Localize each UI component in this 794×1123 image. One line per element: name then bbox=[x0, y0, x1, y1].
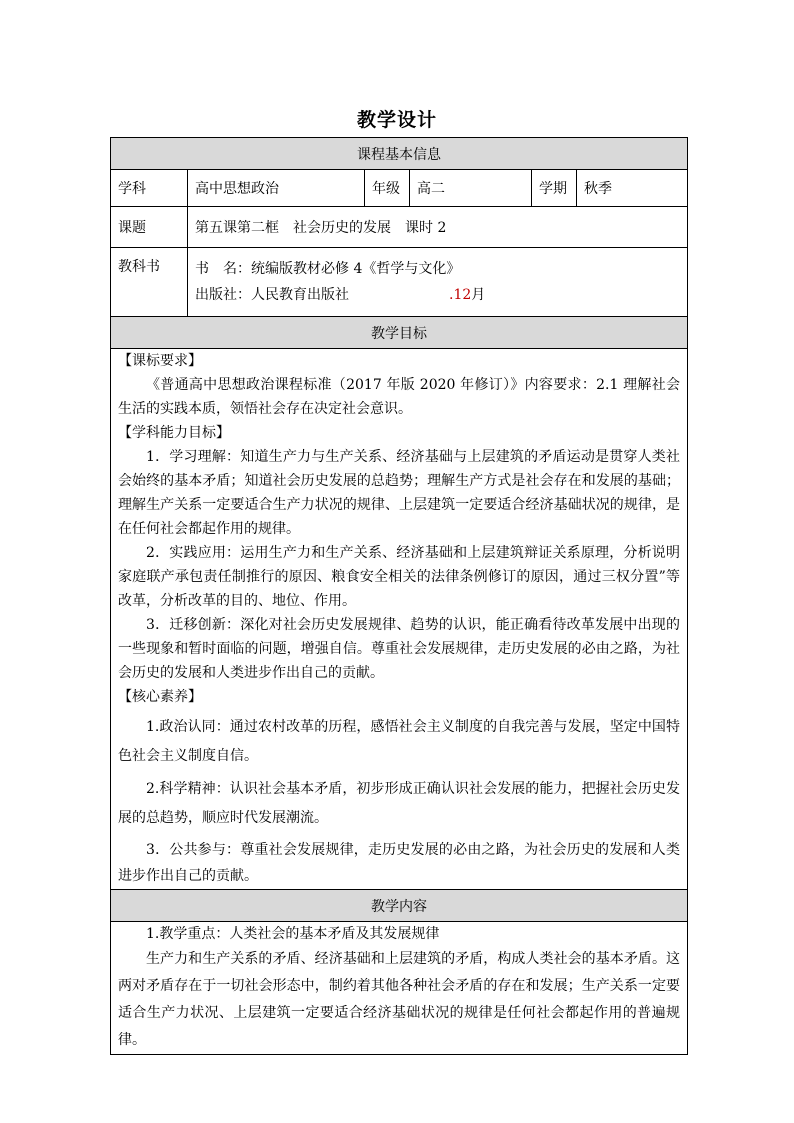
publisher-date: .12 bbox=[449, 287, 472, 303]
term-value: 秋季 bbox=[577, 170, 688, 207]
textbook-info bbox=[188, 248, 688, 317]
content-row bbox=[111, 922, 688, 1055]
term-label: 学期 bbox=[532, 170, 577, 207]
core-item-1: 1.政治认同：通过农村改革的历程，感悟社会主义制度的自我完善与发展，坚定中国特色社会主义制度自信。 bbox=[118, 719, 680, 764]
ability-item-1: 1．学习理解：知道生产力与生产关系、经济基础与上层建筑的矛盾运动是贯穿人类社会始终的基本矛盾；知道社会历史发展的总趋势；理解生产方式是社会存在和发展的基础；理解生产关系一定要适合生产力状况的规律、上层建筑一定要适合经济基础状况的规律，是在任何社会都起作用的规律。 bbox=[118, 449, 680, 537]
publisher-name: 出版社：人民教育出版社 bbox=[195, 287, 349, 303]
topic-value: 第五课第二框 社会历史的发展 课时 2 bbox=[188, 207, 688, 248]
key-point-heading: 1.教学重点：人类社会的基本矛盾及其发展规律 bbox=[146, 926, 440, 942]
goals-row bbox=[111, 349, 688, 890]
basic-info-header: 课程基本信息 bbox=[111, 138, 688, 170]
core-item-2: 2.科学精神：认识社会基本矛盾，初步形成正确认识社会发展的能力，把握社会历史发展的总趋势，顺应时代发展潮流。 bbox=[118, 781, 680, 826]
grade-label: 年级 bbox=[365, 170, 410, 207]
subject-value: 高中思想政治 bbox=[188, 170, 365, 207]
textbook-label: 教科书 bbox=[111, 248, 188, 317]
subject-row bbox=[111, 170, 688, 207]
document-title: 教学设计 bbox=[356, 109, 437, 131]
textbook-publisher bbox=[195, 282, 680, 308]
content-body bbox=[111, 922, 688, 1055]
standard-text: 《普通高中思想政治课程标准（2017 年版 2020 年修订）》内容要求：2.1 理解社会生活的实践本质，领悟社会存在决定社会意识。 bbox=[118, 377, 680, 417]
content-header: 教学内容 bbox=[111, 890, 688, 922]
lesson-design-table bbox=[110, 137, 688, 1055]
textbook-name: 书 名：统编版教材必修 4《哲学与文化》 bbox=[195, 261, 461, 277]
ability-item-2: 2．实践应用：运用生产力和生产关系、经济基础和上层建筑辩证关系原理，分析说明家庭联产承包责任制推行的原因、粮食安全相关的法律条例修订的原因，通过三权分置”等改革，分析改革的目的、地位、作用。 bbox=[118, 545, 680, 609]
subject-label: 学科 bbox=[111, 170, 188, 207]
grade-value: 高二 bbox=[410, 170, 532, 207]
content-header-row bbox=[111, 890, 688, 922]
topic-label: 课题 bbox=[111, 207, 188, 248]
ability-item-3: 3．迁移创新：深化对社会历史发展规律、趋势的认识，能正确看待改革发展中出现的一些现象和暂时面临的问题，增强自信。尊重社会发展规律，走历史发展的必由之路，为社会历史的发展和人类进步作出自己的贡献。 bbox=[118, 617, 680, 681]
goals-header: 教学目标 bbox=[111, 317, 688, 349]
topic-row bbox=[111, 207, 688, 248]
goals-body bbox=[111, 349, 688, 890]
key-point-text: 生产力和生产关系的矛盾、经济基础和上层建筑的矛盾，构成人类社会的基本矛盾。这两对矛盾存在于一切社会形态中，制约着其他各种社会矛盾的存在和发展；生产关系一定要适合生产力状况、上层建筑一定要适合经济基础状况的规律是任何社会都起作用的普遍规律。 bbox=[118, 951, 680, 1048]
goals-header-row bbox=[111, 317, 688, 349]
standard-heading: 【课标要求】 bbox=[118, 353, 202, 369]
ability-heading: 【学科能力目标】 bbox=[118, 425, 230, 441]
basic-info-header-row bbox=[111, 138, 688, 170]
textbook-row bbox=[111, 248, 688, 317]
publisher-month: 月 bbox=[471, 287, 486, 303]
core-heading: 【核心素养】 bbox=[118, 689, 202, 705]
core-item-3: 3．公共参与：尊重社会发展规律，走历史发展的必由之路，为社会历史的发展和人类进步作出自己的贡献。 bbox=[118, 842, 680, 884]
